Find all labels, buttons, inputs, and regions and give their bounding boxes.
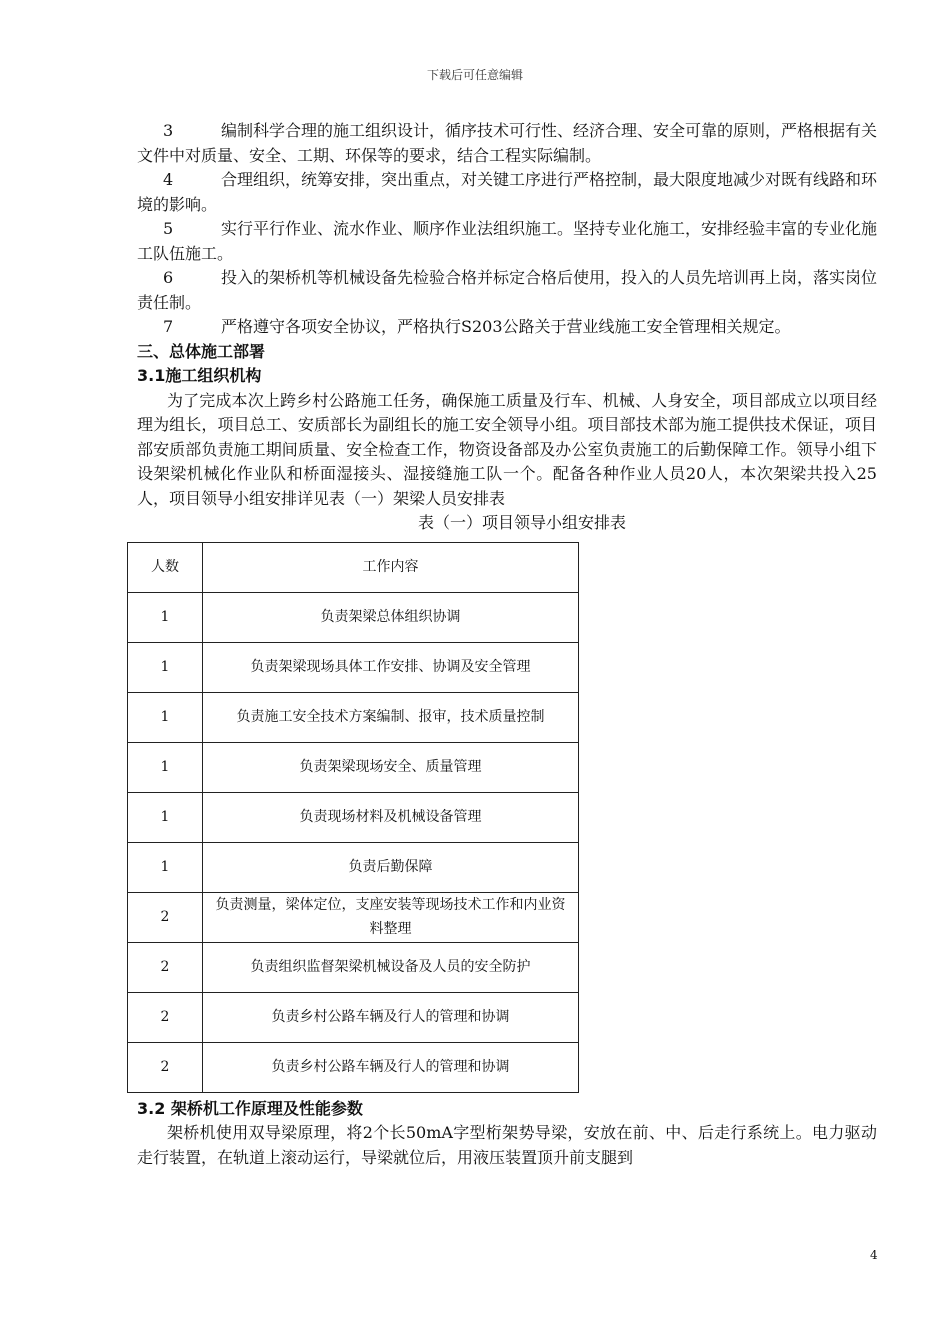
cell-content: 负责架梁现场安全、质量管理 (203, 742, 579, 792)
header-count: 人数 (128, 542, 203, 592)
cell-content: 负责现场材料及机械设备管理 (203, 792, 579, 842)
list-item-5: 5 实行平行作业、流水作业、顺序作业法组织施工。坚持专业化施工，安排经验丰富的专业化施工队伍施工。 (137, 219, 878, 263)
cell-content: 负责架梁总体组织协调 (203, 592, 579, 642)
header-content: 工作内容 (203, 542, 579, 592)
page-header: 下载后可任意编辑 (426, 68, 523, 82)
subsection-3-1-title: 3.1施工组织机构 (137, 366, 262, 385)
cell-count: 1 (128, 642, 203, 692)
list-item-4: 4 合理组织，统筹安排，突出重点，对关键工序进行严格控制，最大限度地减少对既有线路和环境的影响。 (137, 170, 878, 214)
table-row (128, 692, 579, 742)
table-row (128, 942, 579, 992)
list-item-7: 7 严格遵守各项安全协议，严格执行S203公路关于营业线施工安全管理相关规定。 (163, 317, 791, 336)
page-number: 4 (870, 1248, 878, 1262)
subsection-3-2-title: 3.2 架桥机工作原理及性能参数 (137, 1098, 363, 1118)
cell-count: 2 (128, 942, 203, 992)
cell-content: 负责乡村公路车辆及行人的管理和协调 (203, 992, 579, 1042)
table-row (128, 642, 579, 692)
table-row (128, 892, 579, 942)
cell-content: 负责乡村公路车辆及行人的管理和协调 (203, 1042, 579, 1092)
cell-count: 1 (128, 742, 203, 792)
cell-count: 2 (128, 992, 203, 1042)
table-row (128, 842, 579, 892)
document-body (137, 119, 877, 1170)
cell-content: 负责后勤保障 (203, 842, 579, 892)
table-row (128, 1042, 579, 1092)
leadership-table (127, 542, 579, 1093)
cell-count: 1 (128, 792, 203, 842)
list-item-6: 6 投入的架桥机等机械设备先检验合格并标定合格后使用，投入的人员先培训再上岗，落实岗位责任制。 (137, 268, 878, 312)
cell-content: 负责施工安全技术方案编制、报审，技术质量控制 (203, 692, 579, 742)
list-item-3: 3 编制科学合理的施工组织设计，循序技术可行性、经济合理、安全可靠的原则，严格根据有关文件中对质量、安全、工期、环保等的要求，结合工程实际编制。 (137, 121, 878, 165)
cell-content: 负责架梁现场具体工作安排、协调及安全管理 (203, 642, 579, 692)
table-caption: 表（一）项目领导小组安排表 (417, 513, 626, 532)
cell-count: 1 (128, 592, 203, 642)
cell-content: 负责组织监督架梁机械设备及人员的安全防护 (203, 942, 579, 992)
table-row (128, 592, 579, 642)
table-row (128, 992, 579, 1042)
table-header-row (128, 542, 579, 592)
paragraph-3-2: 架桥机使用双导梁原理，将2个长50mA字型桁架势导梁，安放在前、中、后走行系统上。电力驱动走行装置，在轨道上滚动运行，导梁就位后，用液压装置顶升前支腿到 (137, 1123, 877, 1167)
table-row (128, 792, 579, 842)
cell-count: 2 (128, 1042, 203, 1092)
cell-content: 负责测量，梁体定位，支座安装等现场技术工作和内业资料整理 (203, 892, 579, 942)
cell-count: 1 (128, 842, 203, 892)
section-3-title: 三、总体施工部署 (137, 341, 266, 361)
paragraph-3-1: 为了完成本次上跨乡村公路施工任务，确保施工质量及行车、机械、人身安全，项目部成立以项目经理为组长，项目总工、安质部长为副组长的施工安全领导小组。项目部技术部为施工提供技术保证，项目部安质部负责施工期间质量、安全检查工作，物资设备部及办公室负责施工的后勤保障工作。领导小组下设架梁机械化作业队和桥面湿接头、湿接缝施工队一个。配备各种作业人员20人，本次架梁共投入25人，项目领导小组安排详见表（一）架梁人员安排表 (137, 390, 877, 508)
table-row (128, 742, 579, 792)
cell-count: 2 (128, 892, 203, 942)
cell-count: 1 (128, 692, 203, 742)
